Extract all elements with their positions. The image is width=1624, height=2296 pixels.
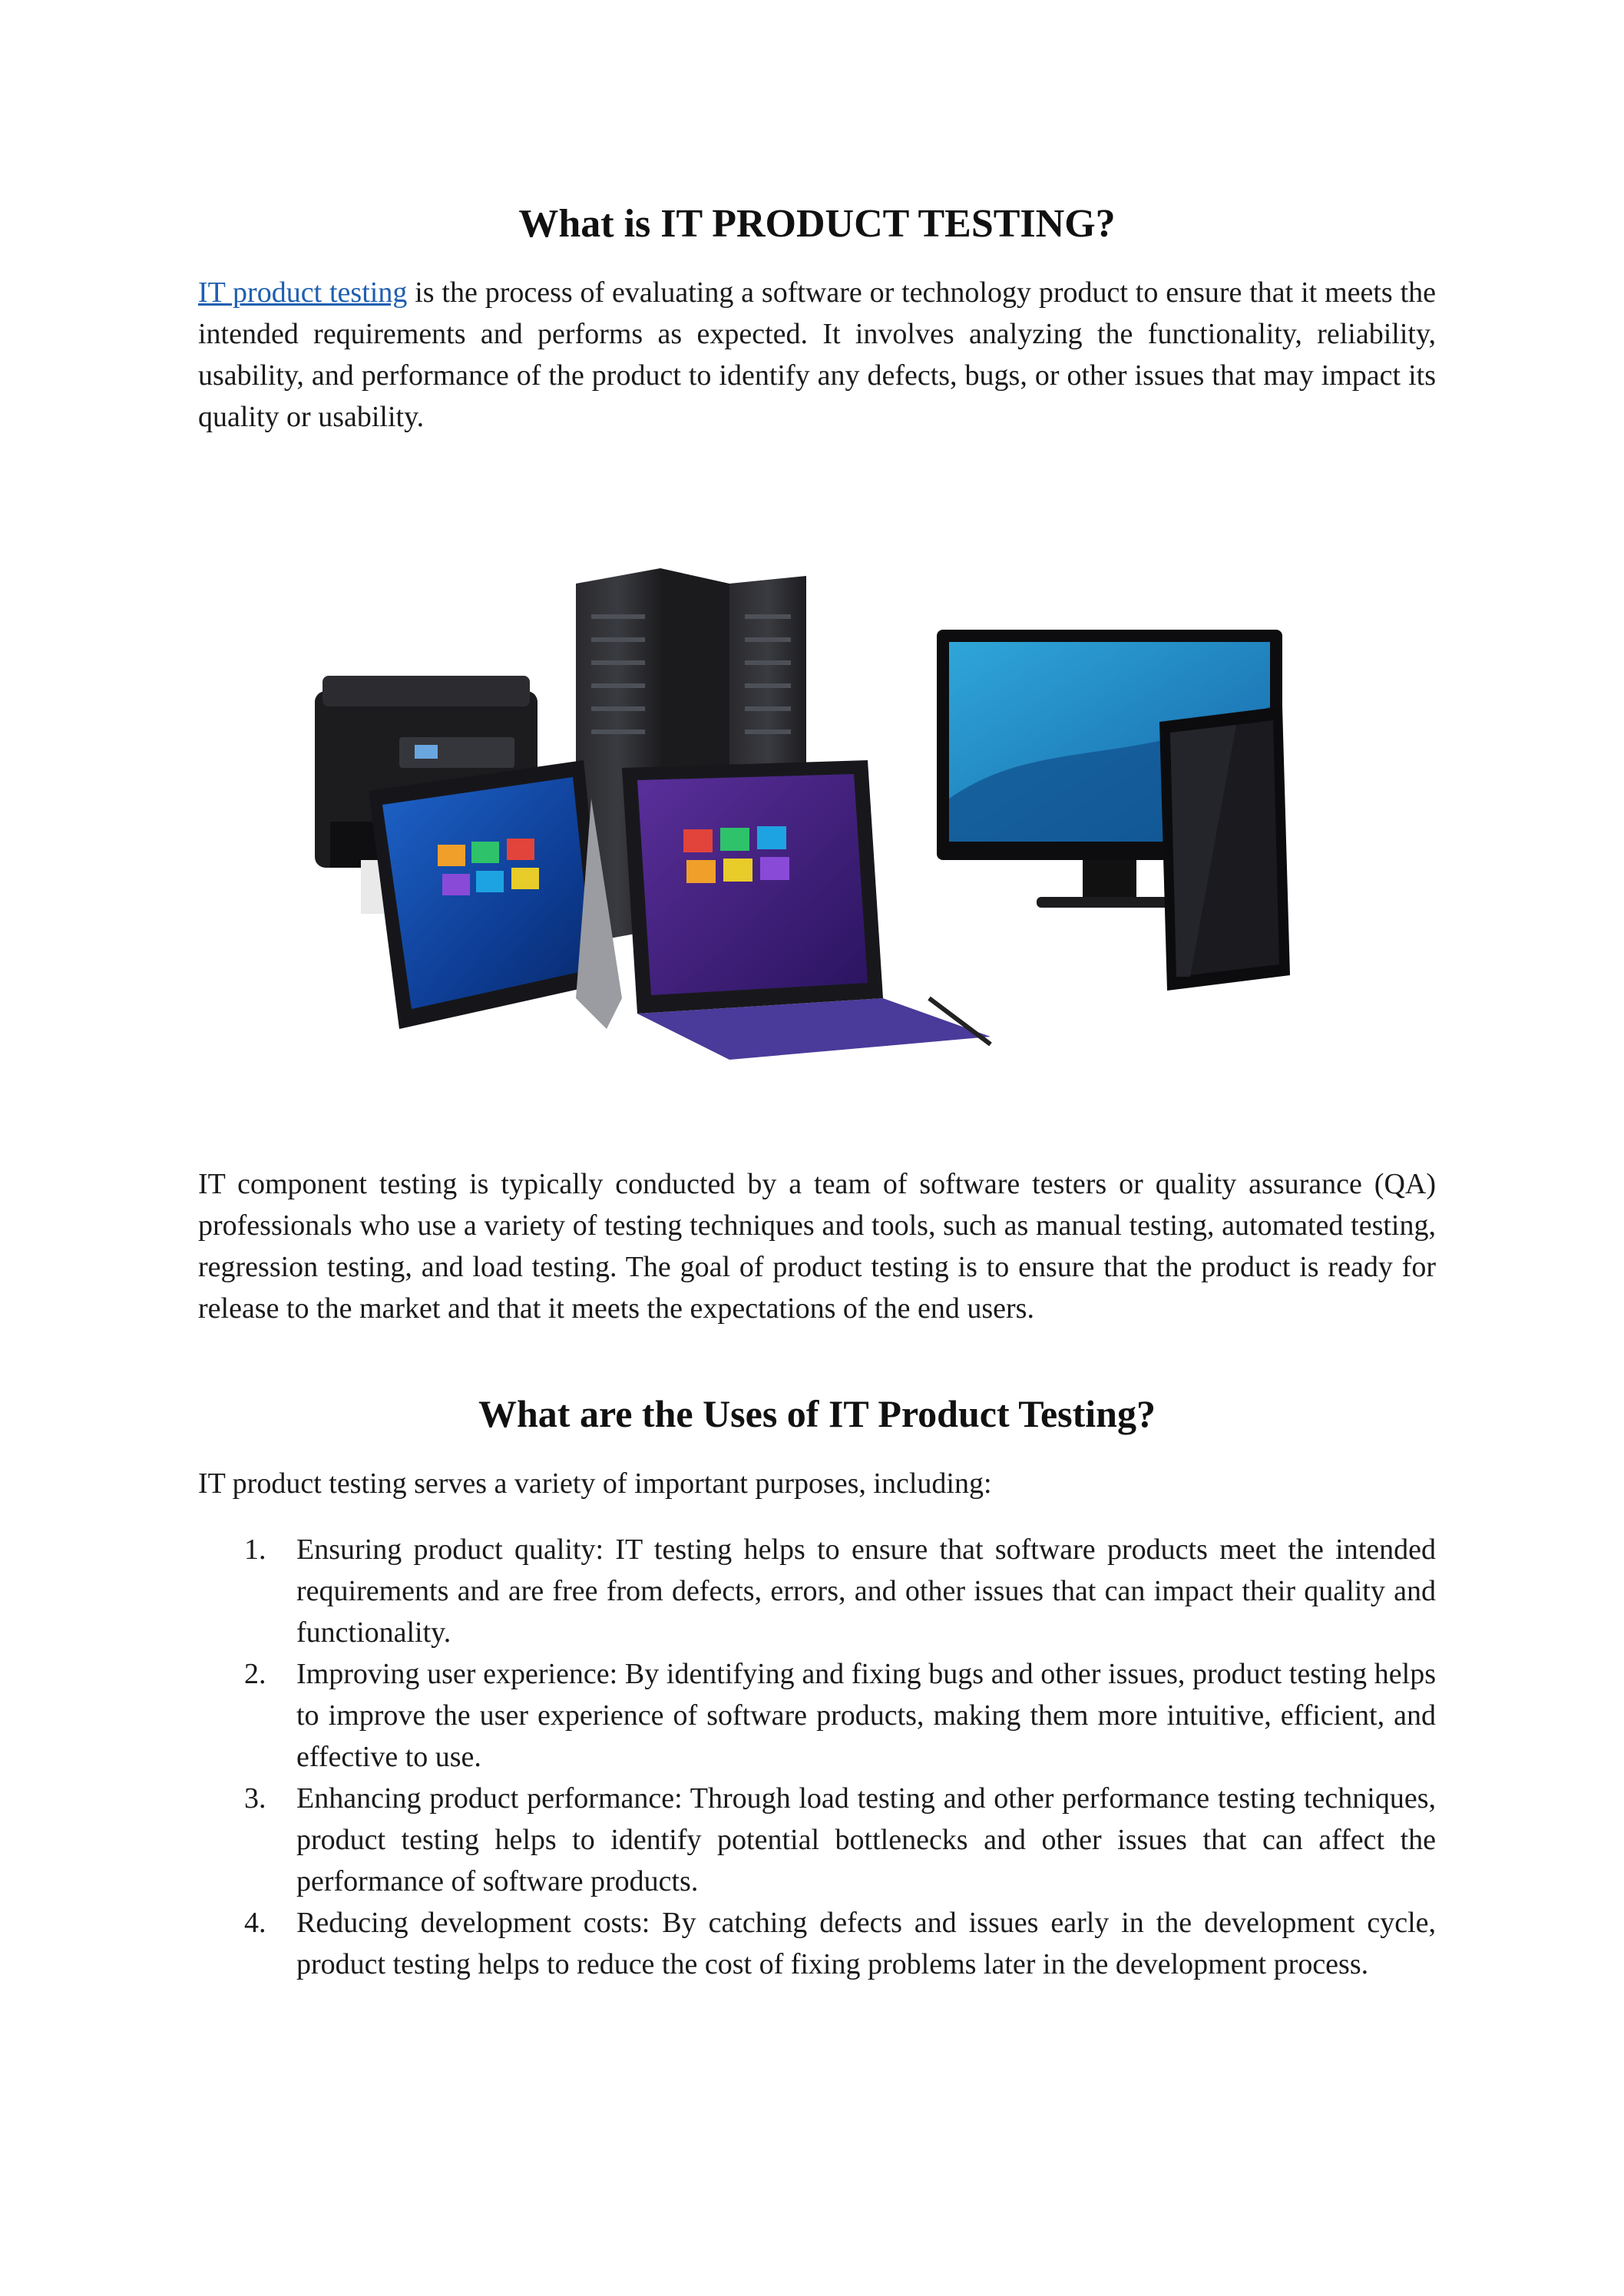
list-item: [198, 1778, 1436, 1902]
list-item-text: Improving user experience: By identifying and fixing bugs and other issues, product testing helps to improve the user experience of software products, making them more intuitive, efficient, and effective to use.: [296, 1658, 1436, 1773]
it-product-testing-link[interactable]: IT product testing: [198, 276, 408, 309]
intro-paragraph: [198, 272, 1436, 438]
list-item-number: 2.: [244, 1658, 266, 1690]
list-item: [198, 1902, 1436, 1985]
tablet-left-icon: [369, 760, 622, 1029]
list-item-text: Enhancing product performance: Through load testing and other performance testing techniques, product testing helps to identify potential bottlenecks and other issues that can affect the performance of software products.: [296, 1782, 1436, 1897]
it-products-illustration: [299, 568, 1328, 1060]
list-item-number: 4.: [244, 1907, 266, 1939]
uses-heading: What are the Uses of IT Product Testing?: [478, 1392, 1156, 1435]
title-block: [198, 201, 1436, 247]
list-item-text: Ensuring product quality: IT testing helps to ensure that software products meet the intended requirements and are free from defects, errors, and other issues that can impact their quality and functionality.: [296, 1533, 1436, 1649]
list-item: [198, 1653, 1436, 1778]
component-testing-block: [198, 1163, 1436, 1329]
tablet-right-icon: [1159, 706, 1290, 991]
uses-list-block: [198, 1529, 1436, 1985]
intro-block: [198, 272, 1436, 438]
component-testing-paragraph: IT component testing is typically conducted by a team of software testers or quality assurance (QA) professionals who use a variety of testing techniques and tools, such as manual testing, automated testing, regression testing, and load testing. The goal of product testing is to ensure that the product is ready for release to the market and that it meets the expectations of the end users.: [198, 1168, 1436, 1325]
uses-intro: IT product testing serves a variety of important purposes, including:: [198, 1467, 992, 1500]
page-title: What is IT PRODUCT TESTING?: [518, 202, 1116, 246]
uses-list: [198, 1529, 1436, 1985]
tablet-center-icon: [622, 760, 991, 1060]
uses-intro-block: [198, 1463, 1436, 1504]
list-item-text: Reducing development costs: By catching defects and issues early in the development cycle, product testing helps to reduce the cost of fixing problems later in the development process.: [296, 1907, 1436, 1980]
list-item-number: 1.: [244, 1533, 266, 1566]
list-item-number: 3.: [244, 1782, 266, 1815]
uses-heading-block: [198, 1391, 1436, 1436]
list-item: [198, 1529, 1436, 1653]
intro-text: is the process of evaluating a software or technology product to ensure that it meets the intended requirements and performs as expected. It involves analyzing the functionality, reliability, usability, and performance of the product to identify any defects, bugs, or other issues that may impact its quality or usability.: [198, 276, 1436, 433]
